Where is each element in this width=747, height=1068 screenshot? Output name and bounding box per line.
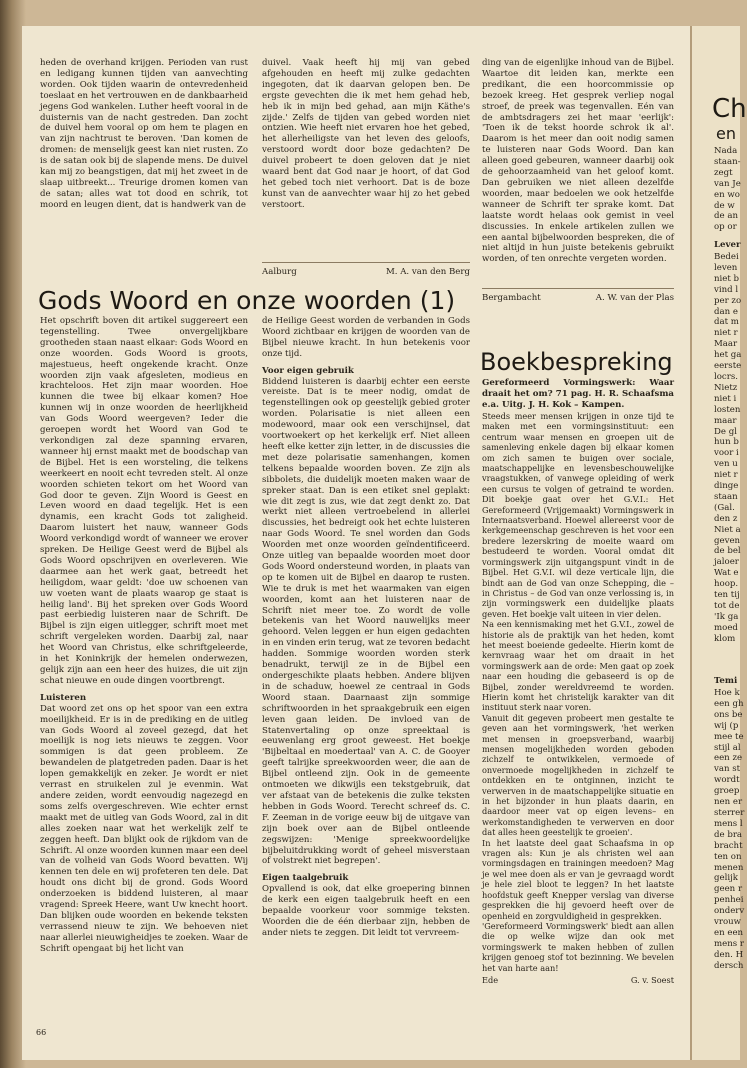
book-review-para-2: Na een kennismaking met het G.V.I., zowel de historie als de praktijk van het heden, komt het meest boeiende gedeelte. Hierin komt de kernvraag waar het om draait in het vormingswerk aan de orde: Men gaat op zoek naar een houding die gebaseerd is op de Bijbel, zonder wereldvreemd te worden. Hierin komt het christelijk karakter van dit instituut sterk naar voren. — [482, 619, 674, 713]
facing-lines-b: Bedei leven niet b vind l per zo dan e dat m niet r Maar het ga eerste locrs. Nietz niet i losten maar De gl hun b voor i ven u niet r dinge staan (Gal. den z Niet a geven de bel jaloer Wat e hoop. ten tij tot de 'Ik ga moed klom — [714, 252, 742, 644]
book-sig-place: Ede — [482, 974, 499, 985]
book-review-para-1: Steeds meer mensen krijgen in onze tijd te maken met een vormingsinstituut: een centrum waar mensen en groepen uit de samenleving enkele dagen bij elkaar komen om zich samen te buigen over sociale, maatschappelijke en levensbeschouwelijke vraagstukken, of vanwege opleiding of werk een cursus te volgen of getraind te worden. Dit boekje gaat over het G.V.I.: Het Gereformeerd (Vrijgemaakt) Vormingswerk in Internaatsverband. Hoewel allereerst voor de kerkgemeenschap geschreven is het voor een bredere lezerskring de moeite waard om bestudeerd te worden. Vooral omdat dit vormingswerk zijn uitgangspunt vindt in de Bijbel. Het G.V.I. wil deze verticale lijn, die bindt aan de God van onze Schepping, die – in Christus – de God van onze verlossing is, in zijn vormingswerk een duidelijke plaats geven. Het boekje valt uiteen in vier delen. — [482, 411, 674, 619]
book-review-para-4: In het laatste deel gaat Schaafsma in op vragen als: Kun je als christen wel aan vormingsdagen en trainingen meedoen? Mag je wel mee doen als er van je gevraagd wordt je hele ziel bloot te leggen? In het laatste hoofdstuk geeft Knepper verslag van diverse gesprekken die hij gevoerd heeft over de openheid en zorgvuldigheid in gesprekken. — [482, 837, 674, 921]
col2-sig-place: Aalburg — [262, 267, 297, 277]
page-number: 66 — [36, 1028, 47, 1037]
facing-heading: Ch — [712, 94, 747, 124]
article-col2-taal-text: Opvallend is ook, dat elke groepering binnen de kerk een eigen taalgebruik heeft en een bepaalde voorkeur voor sommige teksten. Woorden die de één dierbaar zijn, hebben de ander niets te zeggen. Dit leidt tot vervreem- — [262, 884, 470, 938]
magazine-page — [22, 26, 690, 1060]
col3-sig-rule — [482, 288, 674, 289]
col2-sig-author: M. A. van den Berg — [385, 267, 470, 277]
col2-top-text: duivel. Vaak heeft hij mij van gebed afgehouden en heeft mij zulke gedachten ingegoten, dat ik daarvan gelopen ben. De ergste gevechten die ik met hem gehad heb, heb ik in mijn bed gehad, aan mijn Käthe's zijde.' Zelfs de tijden van gebed worden niet ontzien. Wie heeft niet ervaren hoe het gebed, het allerheiligste van het leven des geloofs, verstoord wordt door boze gedachten? De duivel probeert te doen geloven dat je niet waard bent dat God naar je hoort, of dat God het gebed toch niet verhoort. Dat is de boze kunst van de aanvechter waar hij zo het gebed verstoort. — [262, 58, 470, 210]
subheading-luisteren: Luisteren — [40, 692, 87, 703]
book-review-para-3: Vanuit dit gegeven probeert men gestalte te geven aan het vormingswerk, 'het werken met mensen in groepsverband, waarbij mensen mogelijkheden worden geboden zichzelf te ontwikkelen, vermoede of onvermoede mogelijkheden in zichzelf te ontdekken en te ontginnen, inzicht te verwerven in de maatschappelijke situatie en in het bijzonder in hun plaats daarin, en daardoor meer vat op eigen levens– en werkomstandigheden te verwerven en door dat alles heen geestelijk te groeien'. — [482, 712, 674, 838]
article-col2 — [262, 316, 470, 1022]
article-col1 — [40, 316, 248, 1022]
article-col1-intro: Het opschrift boven dit artikel suggereert een tegenstelling. Twee onvergelijkbare grootheden staan naast elkaar: Gods Woord en onze woorden. Gods Woord is groots, majestueus, heeft ongekende kracht. Onze woorden zijn vaak afgesleten, modieus en krachteloos. Het zijn maar woorden. Hoe kunnen die twee bij elkaar komen? Hoe kunnen wij in onze woorden de heerlijkheid van Gods Woord weergeven? Ieder die geroepen wordt het Woord van God te verkondigen zal deze spanning ervaren, wanneer hij ernst maakt met de boodschap van de Bijbel. Het is een worsteling, die telkens weerkeert en nooit echt tevreden stelt. Al onze woorden schieten tekort om het Woord van God door te geven. Zijn Woord is Geest en Leven woord en daad tegelijk. Het is een dynamis, een kracht Gods tot zaligheid. Daarom luistert het nauw, wanneer Gods Woord verkondigd wordt of wanneer we erover spreken. De Heilige Geest werd de Bijbel als Gods Woord opschrijven en overleveren. Wie daarmee aan het werk gaat, betreedt het heiligdom, waar geldt: 'doe uw schoenen van uw voeten want de plaats waarop ge staat is heilig land'. Bij het spreken over Gods Woord past eerbiedig luisteren naar de Schrift. De Bijbel is zijn eigen uitlegger, schrift moet met schrift vergeleken worden. Daarbij zal, naar het Woord van Christus, elke schriftgeleerde, in het Koninkrijk der hemelen onderwezen, gelijk zijn aan een heer des huizes, die uit zijn schat nieuwe en oude dingen voortbrengt. — [40, 316, 248, 686]
facing-heading-temi: Temi — [714, 676, 738, 686]
book-sig-author: G. v. Soest — [630, 974, 674, 985]
book-review-title: Boekbespreking — [480, 348, 673, 376]
facing-page-edge — [690, 26, 747, 1060]
book-review-para-5: 'Gereformeerd Vormingswerk' biedt aan allen die op welke wijze dan ook met vormingswerk te maken hebben of zullen krijgen genoeg stof tot bezinning. We bevelen het van harte aan! — [482, 920, 674, 973]
facing-lines-a: Nada staan- zegt van Je en wo de w de an op or — [714, 146, 741, 233]
col3-sig-place: Bergambacht — [482, 293, 541, 303]
facing-heading-lever: Lever — [714, 240, 741, 250]
article-col2-gebruik-text: Biddend luisteren is daarbij echter een eerste vereiste. Dat is te meer nodig, omdat de tegenstellingen ook op geestelijk gebied groter worden. Polarisatie is niet alleen een modewoord, maar ook een verschijnsel, dat voortwoekert op het kerkelijk erf. Niet alleen heeft elke ketter zijn letter, in de discussies die met deze polarisatie samenhangen, komen telkens bepaalde woorden boven. Ze zijn als sibbolets, die duidelijk moeten maken waar de spreker staat. Dan is een etiket snel geplakt: wie dit zegt is zus, wie dat zegt denkt zo. Dat werkt niet alleen vertroebelend in allerlei discussies, het bedreigt ook het echte luisteren naar Gods Woord. Te snel worden dan Gods Woorden met onze woorden geïndentificeerd. Onze uitleg van bepaalde woorden moet door Gods Woord ondersteund worden, in plaats van op te komen uit de Bijbel en daarop te rusten. Wie te druk is met het waarmaken van eigen woorden, komt aan het luisteren naar de Schrift niet meer toe. Zo wordt de volle betekenis van het Woord nauwelijks meer gehoord. Velen leggen er hun eigen gedachten in en vinden erin terug, wat ze tevoren bedacht hadden. Sommige woorden worden sterk benadrukt, terwijl ze in de Bijbel een ondergeschikte plaats hebben. Andere blijven in de schaduw, hoewel ze centraal in Gods Woord staan. Daarnaast zijn sommige schriftwoorden in het spraakgebruik een eigen leven gaan leiden. De invloed van de Statenvertaling op onze spreektaal is eeuwenlang erg groot geweest. Het boekje 'Bijbeltaal en moedertaal' van A. C. de Gooyer geeft talrijke spreekwoorden weer, die aan de Bijbel ontleend zijn. Ook in de gemeente ontmoeten we dikwijls een tekstgebruik, dat ver afstaat van de betekenis die zulke teksten hebben in Gods Woord. Terecht schreef ds. C. F. Zeeman in de vorige eeuw bij de uitgave van zijn boek over aan de Bijbel ontleende zegswijzen: 'Menige spreekwoordelijke bijbeluitdrukking wordt of geheel misverstaan of volstrekt niet begrepen'. — [262, 376, 470, 867]
col3-top-text: ding van de eigenlijke inhoud van de Bijbel. Waartoe dit leiden kan, merkte een predikant, die een hoorcommissie op bezoek kreeg. Het gesprek verliep nogal stroef, de preek was tegenvallen. Eén van de ambtsdragers zei het maar 'eerlijk': 'Toen ik de tekst hoorde schrok ik al'. Daarom is het meer dan ooit nodig samen te luisteren naar Gods Woord. Dan kan alleen goed gebeuren, wanneer daarbij ook de gehoorzaamheid van het geloof komt. Dan gebruiken we niet alleen dezelfde woorden, maar bedoelen we ook hetzelfde wanneer de Schrift ter sprake komt. Dat laatste wordt helaas ook gemist in veel discussies. In enkele artikelen zullen we een aantal bijbelwoorden bespreken, die of niet altijd in hun juiste betekenis gebruikt worden, of ten onrechte vergeten worden. — [482, 58, 674, 265]
col1-top-text: heden de overhand krijgen. Perioden van rust en ledigang kunnen tijden van aanvechting worden. Ook tijden waarin de ontevredenheid toeslaat en het vertrouwen en de dankbaarheid jegens God wankelen. Luther heeft vooral in de duisternis van de nacht gestreden. Dan zocht de duivel hem vooral op om hem te plagen en van zijn nachtrust te beroven. 'Dan komen de dromen: de menselijk geest kan niet rusten. Zo is de satan ook bij de slapende mens. De duivel kan mij zo beangstigen, dat mij het zweet in de slaap uitbreekt... Treurige dromen komen van de satan; alles wat tot dood en schrik, tot moord en leugen dient, dat is handwerk van de — [40, 58, 248, 210]
article-col2-intro: de Heilige Geest worden de verbanden in Gods Woord zichtbaar en krijgen de woorden van de Bijbel nieuwe kracht. In hun betekenis voor onze tijd. — [262, 316, 470, 359]
book-review-signature — [482, 975, 674, 985]
book-review-subtitle: Gereformeerd Vormingswerk: Waar draait het om? 71 pag. H. R. Schaafsma e.a. Uitg. J. H. Kok – Kampen. — [482, 378, 674, 410]
book-review-column — [482, 378, 674, 1026]
subheading-eigen-taalgebruik: Eigen taalgebruik — [262, 873, 349, 884]
facing-heading-sub: en — [716, 124, 736, 143]
article-col1-luisteren-text: Dat woord zet ons op het spoor van een extra moeilijkheid. Er is in de prediking en de uitleg van Gods Woord al zoveel gezegd, dat het moeilijk is nog iets nieuws te zeggen. Voor sommigen is dat geen probleem. Ze bewandelen de platgetreden paden. Daar is het lopen gemakkelijk en zeker. Je wordt er niet verrast en struikelen zul je evenmin. Wat andere zeiden, wordt eenvoudig nagezegd en soms zelfs overgeschreven. Wie echter ernst maakt met de uitleg van Gods Woord, zal in dit alles zoeken naar wat het werkelijk zelf te zeggen heeft. Dan blijkt ook de rijkdom van de Schrift. Al onze woorden kunnen maar een deel van de volheid van Gods Woord bevatten. Wij kennen ten dele en wij profeteren ten dele. Dat houdt ons dicht bij de grond. Gods Woord onderzoeken is biddend luisteren, al maar vragend: Spreek Heere, want Uw knecht hoort. Dan blijken oude woorden en bekende teksten verrassend nieuw te zijn. We behoeven niet naar allerlei nieuwigheidjes te zoeken. Waar de Schrift opengaat bij het licht van — [40, 703, 248, 954]
facing-lines-c: Hoe k een gh ons be wij (p mee te stijl al een ze van st wordt groep nen er sterrer mens l de bra bracht ten on menen gelijk geen r penhei onderv vrouw en een mens r den. H dersch — [714, 688, 745, 971]
col3-sig-author: A. W. van der Plas — [595, 293, 674, 303]
col2-sig-rule — [262, 262, 470, 263]
article-title: Gods Woord en onze woorden (1) — [38, 286, 456, 315]
subheading-voor-eigen-gebruik: Voor eigen gebruik — [262, 365, 354, 376]
